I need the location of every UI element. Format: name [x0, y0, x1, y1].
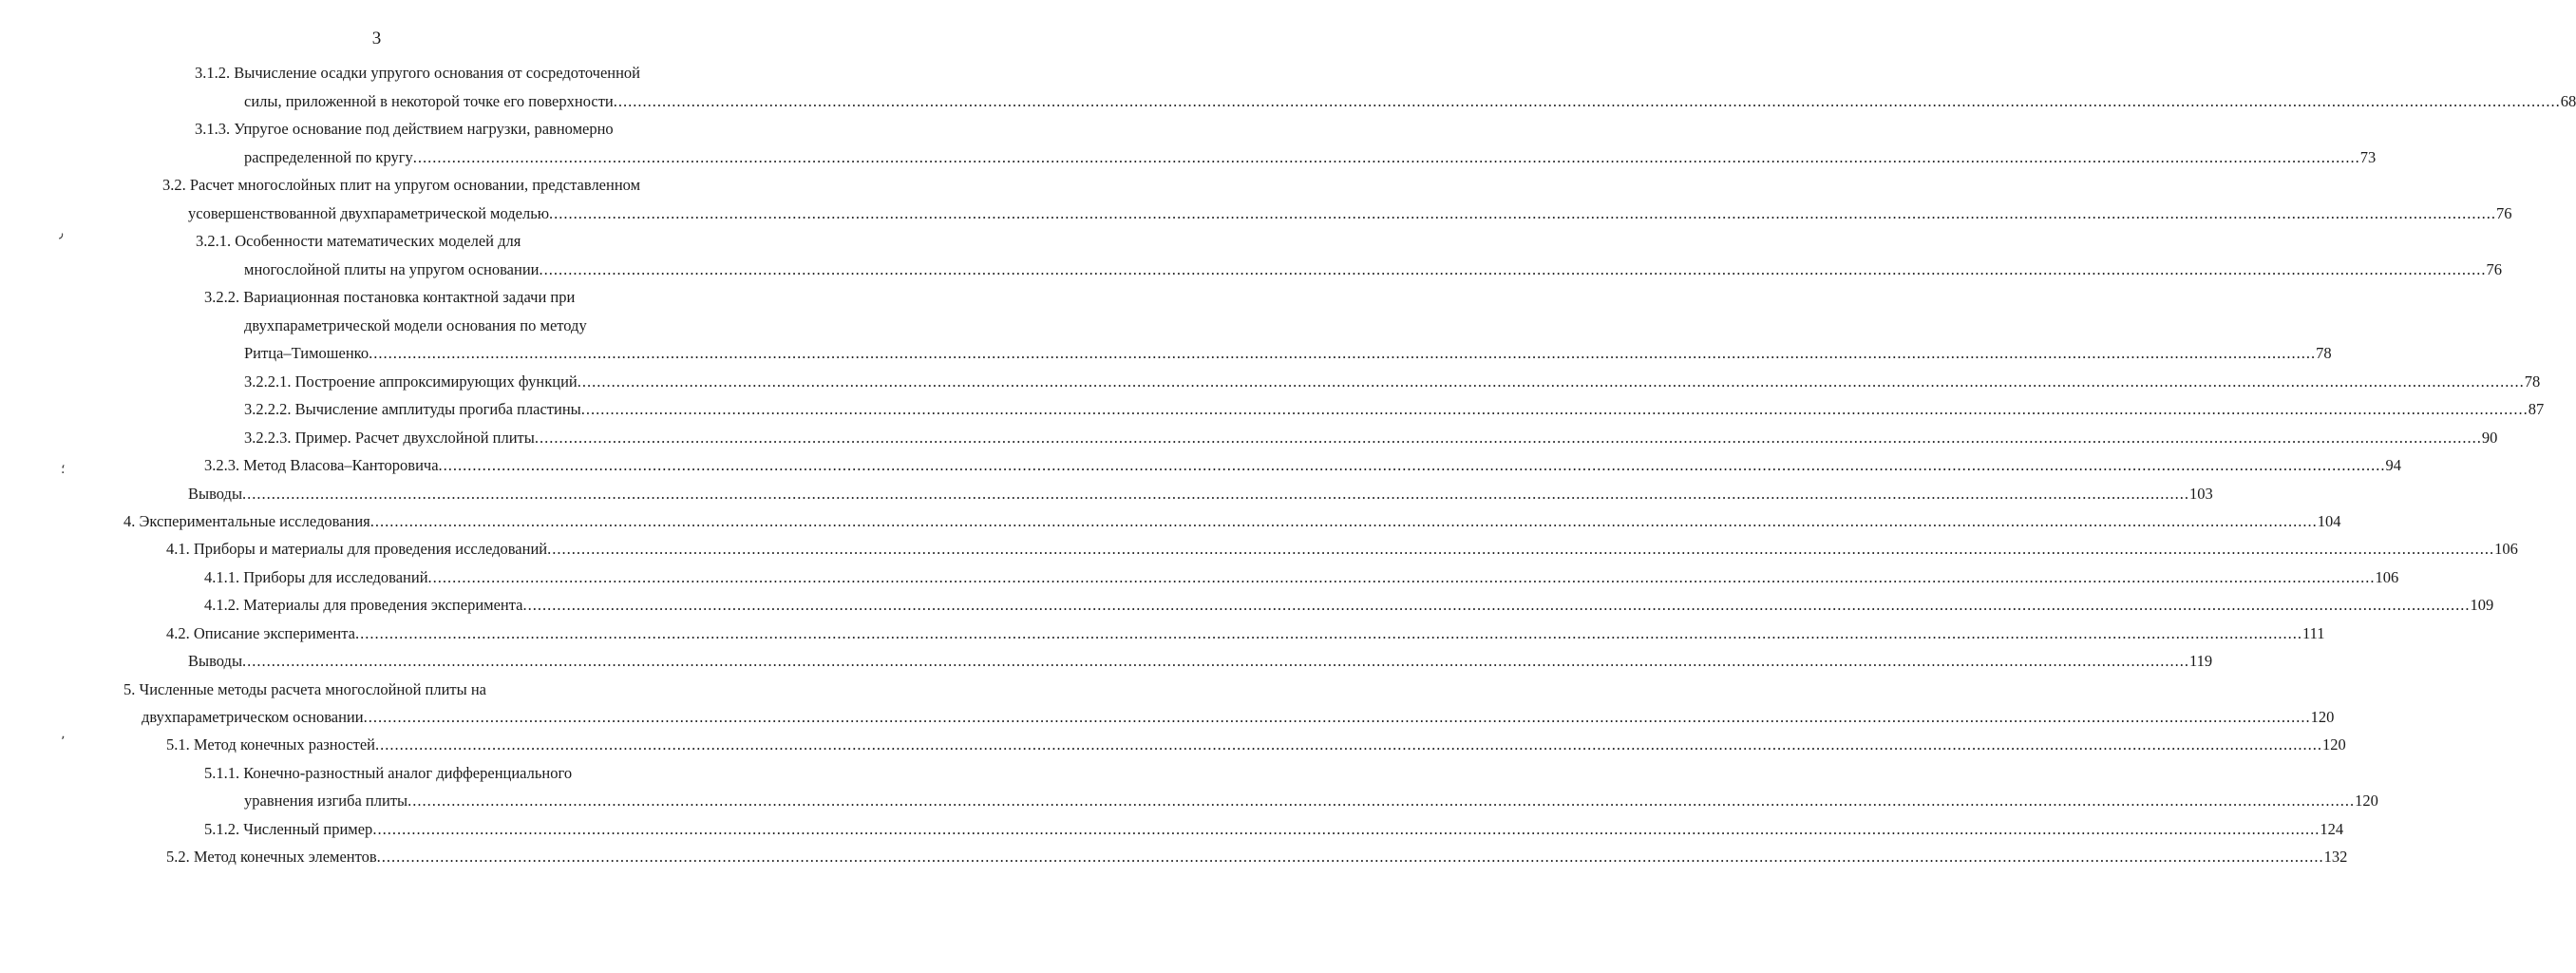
- margin-mark: ٬: [61, 735, 66, 750]
- toc-entry-title: уравнения изгиба плиты: [244, 792, 408, 810]
- toc-leader-dots: ................................................................................................................................................................................................................................................................................................................................................................................................................: [412, 148, 2360, 166]
- toc-entry-title: 4.1. Приборы и материалы для проведения исследований: [166, 540, 548, 558]
- toc-entry-title: 3.2.2.3. Пример. Расчет двухслойной плиты: [244, 429, 535, 447]
- toc-entry: [188, 652, 2213, 671]
- toc-leader-dots: ................................................................................................................................................................................................................................................................................................................................................................................................................: [577, 372, 2525, 391]
- margin-mark: ؛: [61, 463, 66, 477]
- toc-entry-page: 76: [2496, 204, 2512, 222]
- toc-entry-title: 3.2.2.2. Вычисление амплитуды прогиба пластины: [244, 400, 581, 418]
- toc-entry: [204, 820, 2344, 839]
- toc-entry: 5. Численные методы расчета многослойной плиты на: [123, 680, 486, 698]
- toc-entry-page: 68: [2560, 92, 2576, 110]
- toc-entry-page: 76: [2486, 260, 2502, 278]
- toc-leader-dots: ................................................................................................................................................................................................................................................................................................................................................................................................................: [613, 92, 2561, 110]
- toc-entry-page: 87: [2528, 400, 2545, 418]
- toc-entry: [244, 429, 2498, 448]
- toc-entry: [244, 148, 2377, 167]
- page-number: 3: [371, 29, 382, 48]
- toc-entry: [244, 92, 2576, 111]
- toc-leader-dots: ................................................................................................................................................................................................................................................................................................................................................................................................................: [438, 456, 2386, 474]
- toc-entry: [166, 848, 2348, 867]
- toc-entry-title: 4.1.2. Материалы для проведения эксперимента: [204, 596, 523, 614]
- toc-entry-title: 5.1. Метод конечных разностей: [166, 735, 375, 754]
- toc-entry: [204, 596, 2494, 615]
- toc-entry: [166, 735, 2346, 754]
- toc-entry-page: 78: [2316, 344, 2332, 362]
- toc-entry: [244, 400, 2545, 419]
- toc-leader-dots: ................................................................................................................................................................................................................................................................................................................................................................................................................: [363, 708, 2311, 726]
- toc-leader-dots: ................................................................................................................................................................................................................................................................................................................................................................................................................: [549, 204, 2497, 222]
- toc-entry: [166, 624, 2325, 643]
- toc-entry-title: Выводы: [188, 652, 243, 670]
- toc-entry-title: 5.2. Метод конечных элементов: [166, 848, 377, 866]
- toc-entry: 3.1.2. Вычисление осадки упругого основания от сосредоточенной: [195, 64, 641, 82]
- toc-entry-title: 4.1.1. Приборы для исследований: [204, 568, 428, 586]
- toc-leader-dots: ................................................................................................................................................................................................................................................................................................................................................................................................................: [242, 485, 2190, 503]
- toc-entry-title: многослойной плиты на упругом основании: [244, 260, 540, 278]
- toc-leader-dots: ................................................................................................................................................................................................................................................................................................................................................................................................................: [522, 596, 2471, 614]
- toc-leader-dots: ................................................................................................................................................................................................................................................................................................................................................................................................................: [376, 848, 2324, 866]
- toc-entry: [244, 344, 2332, 363]
- toc-entry-page: 124: [2320, 820, 2344, 838]
- toc-entry: [244, 260, 2502, 279]
- toc-entry: [188, 204, 2512, 223]
- toc-leader-dots: ................................................................................................................................................................................................................................................................................................................................................................................................................: [372, 820, 2320, 838]
- toc-entry-page: 73: [2359, 148, 2377, 166]
- toc-entry-title: Ритца–Тимошенко: [244, 344, 369, 362]
- toc-entry-page: 120: [2310, 708, 2335, 726]
- toc-entry: [142, 708, 2335, 727]
- toc-leader-dots: ................................................................................................................................................................................................................................................................................................................................................................................................................: [374, 735, 2322, 754]
- toc-entry-page: 94: [2385, 456, 2402, 474]
- toc-entry-title: 4.2. Описание эксперимента: [166, 624, 355, 642]
- toc-entry-title: 4. Экспериментальные исследования: [123, 512, 370, 530]
- toc-entry-title: распределенной по кругу: [244, 148, 413, 166]
- toc-entry-title: Выводы: [188, 485, 243, 503]
- toc-leader-dots: ................................................................................................................................................................................................................................................................................................................................................................................................................: [369, 512, 2318, 530]
- toc-entry: [244, 372, 2541, 391]
- toc-leader-dots: ................................................................................................................................................................................................................................................................................................................................................................................................................: [534, 429, 2482, 447]
- toc-leader-dots: ................................................................................................................................................................................................................................................................................................................................................................................................................: [539, 260, 2487, 278]
- toc-entry-page: 120: [2321, 735, 2346, 754]
- toc-entry: 3.2.2. Вариационная постановка контактной задачи при: [204, 288, 576, 306]
- toc-entry-page: 78: [2524, 372, 2541, 391]
- toc-entry: [204, 568, 2399, 587]
- margin-mark: ٫: [59, 227, 64, 241]
- toc-entry-title: двухпараметрическом основании: [142, 708, 364, 726]
- toc-entry: [166, 540, 2518, 559]
- toc-entry-page: 111: [2301, 624, 2325, 642]
- toc-entry: 3.2. Расчет многослойных плит на упругом основании, представленном: [162, 176, 641, 194]
- toc-entry: двухпараметрической модели основания по методу: [244, 316, 587, 334]
- toc-entry: 3.2.1. Особенности математических моделей для: [196, 232, 521, 250]
- toc-entry-title: силы, приложенной в некоторой точке его поверхности: [244, 92, 614, 110]
- toc-entry-title: 3.2.2.1. Построение аппроксимирующих функций: [244, 372, 578, 391]
- toc-entry-title: 3.2.3. Метод Власова–Канторовича: [204, 456, 439, 474]
- toc-entry-page: 109: [2470, 596, 2494, 614]
- toc-leader-dots: ................................................................................................................................................................................................................................................................................................................................................................................................................: [407, 792, 2356, 810]
- toc-entry: 5.1.1. Конечно-разностный аналог дифференциального: [204, 764, 573, 782]
- toc-entry: 3.1.3. Упругое основание под действием нагрузки, равномерно: [195, 120, 614, 138]
- toc-entry-title: усовершенствованной двухпараметрической моделью: [188, 204, 550, 222]
- toc-leader-dots: ................................................................................................................................................................................................................................................................................................................................................................................................................: [580, 400, 2529, 418]
- toc-leader-dots: ................................................................................................................................................................................................................................................................................................................................................................................................................: [242, 652, 2190, 670]
- toc-leader-dots: ................................................................................................................................................................................................................................................................................................................................................................................................................: [354, 624, 2302, 642]
- toc-entry-page: 132: [2323, 848, 2348, 866]
- toc-entry-page: 106: [2494, 540, 2518, 558]
- toc-entry-page: 119: [2189, 652, 2213, 670]
- toc-entry: [188, 485, 2213, 504]
- toc-leader-dots: ................................................................................................................................................................................................................................................................................................................................................................................................................: [427, 568, 2376, 586]
- toc-entry-title: 5.1.2. Численный пример: [204, 820, 373, 838]
- toc-entry: [244, 792, 2378, 811]
- toc-entry-page: 106: [2375, 568, 2399, 586]
- toc-entry-page: 90: [2481, 429, 2498, 447]
- toc-entry-page: 104: [2317, 512, 2341, 530]
- toc-entry: [123, 512, 2341, 531]
- toc-entry-page: 103: [2189, 485, 2213, 503]
- toc-entry: [204, 456, 2402, 475]
- toc-leader-dots: ................................................................................................................................................................................................................................................................................................................................................................................................................: [547, 540, 2495, 558]
- toc-leader-dots: ................................................................................................................................................................................................................................................................................................................................................................................................................: [369, 344, 2317, 362]
- toc-entry-page: 120: [2355, 792, 2378, 810]
